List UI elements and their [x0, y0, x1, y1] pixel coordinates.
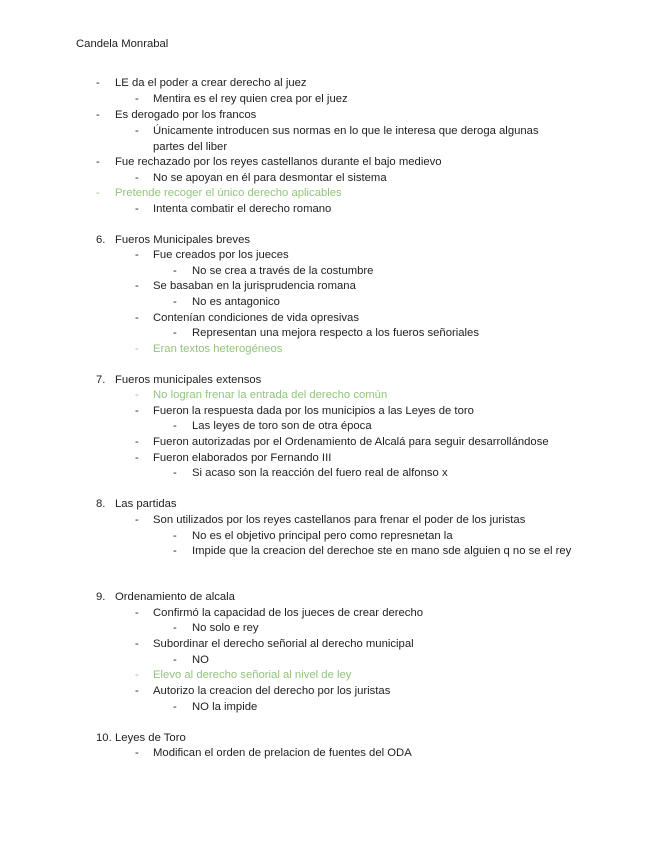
- bullet-marker: -: [135, 607, 139, 619]
- bullet-marker: -: [135, 436, 139, 448]
- bullet-marker: -: [173, 327, 177, 339]
- outline-item-text: No es antagonico: [192, 296, 280, 308]
- bullet-marker: -: [173, 296, 177, 308]
- outline-item-text: No logran frenar la entrada del derecho común: [153, 389, 388, 401]
- bullet-marker: -: [135, 747, 139, 759]
- bullet-marker: -: [96, 156, 100, 168]
- bullet-marker: 7.: [96, 374, 106, 386]
- outline-item-text: Se basaban en la jurisprudencia romana: [153, 280, 356, 292]
- outline-item-text: Es derogado por los francos: [115, 109, 257, 121]
- outline-item-text: Representan una mejora respecto a los fueros señoriales: [192, 327, 479, 339]
- bullet-marker: -: [135, 669, 139, 681]
- bullet-marker: -: [135, 125, 139, 137]
- bullet-marker: 6.: [96, 234, 106, 246]
- bullet-marker: -: [135, 685, 139, 697]
- outline-item-text: Las partidas: [115, 498, 177, 510]
- outline-item-text: No se apoyan en él para desmontar el sistema: [153, 172, 387, 184]
- outline-item-text: LE da el poder a crear derecho al juez: [115, 77, 307, 89]
- bullet-marker: -: [96, 109, 100, 121]
- bullet-marker: -: [135, 249, 139, 261]
- outline-item-text: Son utilizados por los reyes castellanos para frenar el poder de los juristas: [153, 514, 526, 526]
- outline-item-text: Únicamente introducen sus normas en lo que le interesa que deroga algunas partes del liber: [153, 125, 539, 153]
- outline-item-text: Fueros Municipales breves: [115, 234, 250, 246]
- bullet-marker: -: [135, 203, 139, 215]
- bullet-marker: -: [96, 187, 100, 199]
- bullet-marker: -: [135, 638, 139, 650]
- outline-item-text: Fueron elaborados por Fernando III: [153, 452, 332, 464]
- bullet-marker: -: [96, 77, 100, 89]
- outline-item-text: Autorizo la creacion del derecho por los juristas: [153, 685, 391, 697]
- outline-item-text: Fueros municipales extensos: [115, 374, 262, 386]
- bullet-marker: -: [135, 389, 139, 401]
- outline-item-text: NO: [192, 654, 209, 666]
- outline-item-text: Impide que la creacion del derechoe ste en mano sde alguien q no se el rey: [192, 545, 572, 557]
- outline-item-text: Contenían condiciones de vida opresivas: [153, 312, 359, 324]
- outline-item-text: Si acaso son la reacción del fuero real de alfonso x: [192, 467, 448, 479]
- bullet-marker: -: [173, 467, 177, 479]
- outline-item-text: Ordenamiento de alcala: [115, 591, 235, 603]
- bullet-marker: -: [135, 93, 139, 105]
- bullet-marker: -: [173, 420, 177, 432]
- outline-item-text: Fue creados por los jueces: [153, 249, 289, 261]
- outline-item-text: Pretende recoger el único derecho aplicables: [115, 187, 342, 199]
- outline-item-text: Subordinar el derecho señorial al derecho municipal: [153, 638, 414, 650]
- outline-item-text: Intenta combatir el derecho romano: [153, 203, 332, 215]
- bullet-marker: -: [135, 172, 139, 184]
- outline-item-text: No solo e rey: [192, 622, 259, 634]
- bullet-marker: -: [135, 312, 139, 324]
- bullet-marker: -: [173, 701, 177, 713]
- bullet-marker: -: [173, 265, 177, 277]
- bullet-marker: -: [135, 452, 139, 464]
- bullet-marker: 8.: [96, 498, 106, 510]
- bullet-marker: -: [135, 405, 139, 417]
- bullet-marker: -: [135, 280, 139, 292]
- bullet-marker: 10.: [96, 732, 112, 744]
- outline-item-text: Eran textos heterogéneos: [153, 343, 283, 355]
- outline-item-text: Confirmó la capacidad de los jueces de crear derecho: [153, 607, 424, 619]
- bullet-marker: -: [173, 654, 177, 666]
- bullet-marker: -: [135, 514, 139, 526]
- author-name: Candela Monrabal: [76, 38, 169, 50]
- outline-item-text: Leyes de Toro: [115, 732, 186, 744]
- bullet-marker: -: [173, 622, 177, 634]
- outline-item-text: No es el objetivo principal pero como represnetan la: [192, 530, 453, 542]
- outline-item-text: Elevo al derecho señorial al nivel de ley: [153, 669, 352, 681]
- outline-item-text: Fueron autorizadas por el Ordenamiento de Alcalá para seguir desarrollándose: [153, 436, 549, 448]
- outline-item-text: Fue rechazado por los reyes castellanos durante el bajo medievo: [115, 156, 442, 168]
- bullet-marker: -: [173, 545, 177, 557]
- outline-item-text: Fueron la respuesta dada por los municipios a las Leyes de toro: [153, 405, 474, 417]
- bullet-marker: -: [173, 530, 177, 542]
- outline-item-text: Modifican el orden de prelacion de fuentes del ODA: [153, 747, 412, 759]
- bullet-marker: 9.: [96, 591, 106, 603]
- outline-item-text: No se crea a través de la costumbre: [192, 265, 374, 277]
- bullet-marker: -: [135, 343, 139, 355]
- outline-item-text: Las leyes de toro son de otra época: [192, 420, 372, 432]
- outline-item-text: NO la impide: [192, 701, 258, 713]
- outline-item-text: Mentira es el rey quien crea por el juez: [153, 93, 348, 105]
